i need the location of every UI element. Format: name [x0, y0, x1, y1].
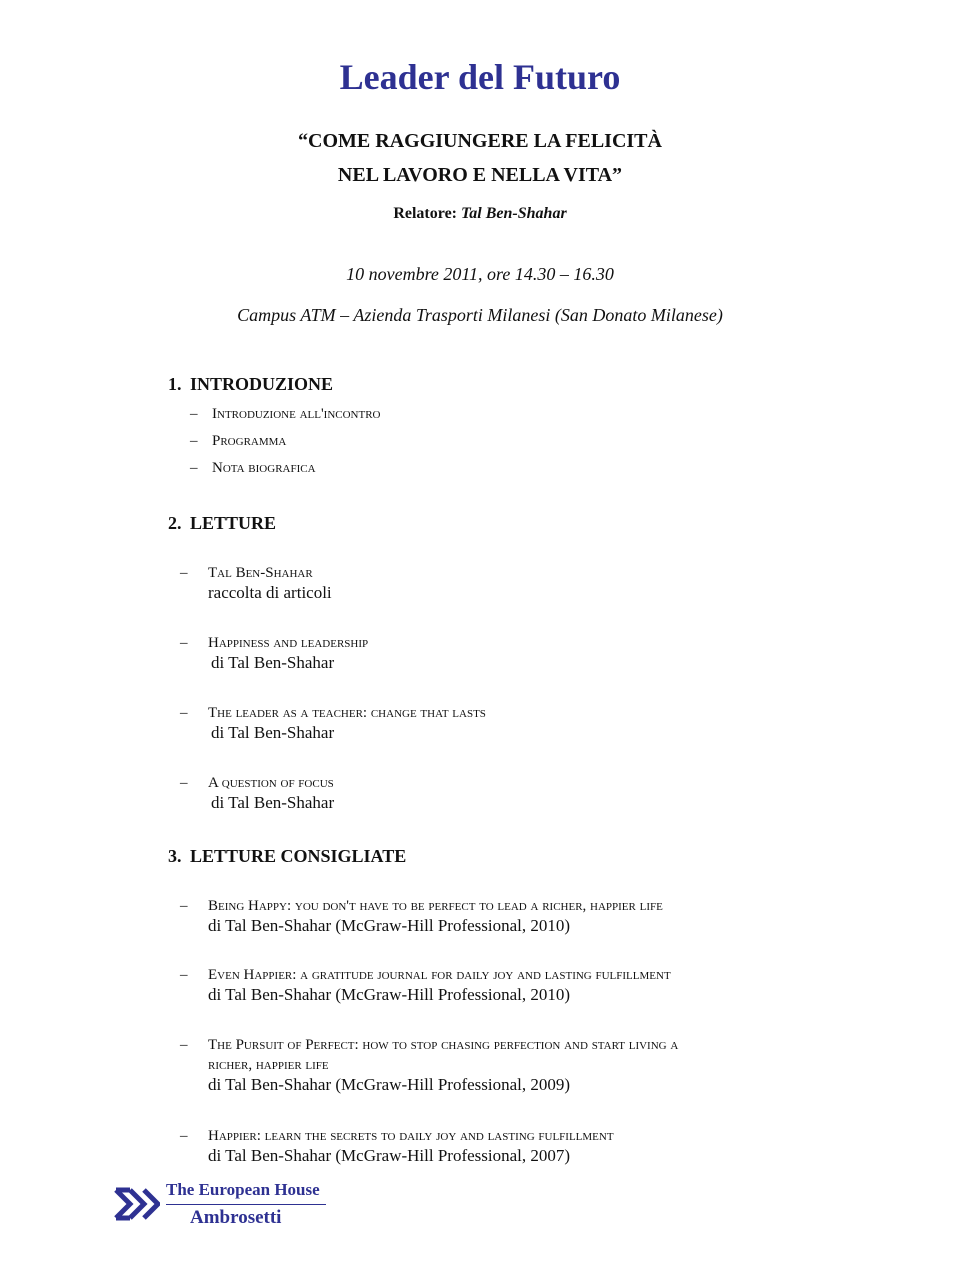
reading-title: – A question of focus: [180, 775, 334, 791]
book-entry: [180, 1035, 678, 1095]
section-title: LETTURE CONSIGLIATE: [190, 846, 407, 866]
book-title: – The Pursuit of Perfect: how to stop chasing perfection and start living a: [180, 1037, 679, 1053]
section-title: LETTURE: [190, 513, 277, 533]
reading-author: di Tal Ben-Shahar: [211, 653, 335, 672]
dash: –: [190, 406, 198, 422]
logo-divider: [166, 1204, 326, 1205]
reading-title: – Happiness and leadership: [180, 635, 369, 651]
section-title: INTRODUZIONE: [190, 374, 334, 394]
event-date: 10 novembre 2011, ore 14.30 – 16.30: [346, 264, 614, 284]
logo-text-line-1: The European House: [166, 1180, 320, 1199]
logo-text-line-2: Ambrosetti: [190, 1207, 282, 1228]
reading-title: – The leader as a teacher: change that lasts: [180, 705, 486, 721]
book-citation: di Tal Ben-Shahar (McGraw-Hill Professional, 2007): [208, 1146, 571, 1165]
list-item: [190, 460, 316, 477]
dash: –: [180, 775, 188, 791]
reading-entry: [180, 563, 332, 603]
reading-entry: [180, 703, 486, 743]
speaker-label: Relatore:: [393, 205, 457, 222]
reading-entry: [180, 773, 334, 813]
reading-author: di Tal Ben-Shahar: [211, 793, 335, 812]
dash: –: [180, 1128, 188, 1144]
dash: –: [180, 565, 188, 581]
section-number: 2.: [168, 513, 182, 533]
book-entry: [180, 896, 663, 936]
list-item-label: Nota biografica: [212, 460, 316, 476]
dash: –: [180, 1037, 188, 1053]
book-entry: [180, 1126, 614, 1166]
book-citation: di Tal Ben-Shahar (McGraw-Hill Professional, 2010): [208, 985, 571, 1004]
subtitle-line-2: NEL LAVORO E NELLA VITA”: [337, 164, 623, 186]
book-citation: di Tal Ben-Shahar (McGraw-Hill Professional, 2009): [208, 1075, 571, 1094]
company-logo: [110, 1180, 340, 1228]
list-item-label: Introduzione all'incontro: [212, 406, 381, 422]
reading-entry: [180, 633, 368, 673]
list-item: [190, 433, 286, 450]
dash: –: [180, 967, 188, 983]
section-number: 1.: [168, 374, 182, 394]
book-citation: di Tal Ben-Shahar (McGraw-Hill Professional, 2010): [208, 916, 571, 935]
section-heading-letture: [168, 513, 276, 534]
book-title: – Happier: learn the secrets to daily joy and lasting fulfillment: [180, 1128, 614, 1144]
book-title-continued: richer, happier life: [208, 1057, 329, 1073]
section-heading-introduzione: [168, 374, 333, 395]
reading-author: di Tal Ben-Shahar: [211, 723, 335, 742]
list-item: [190, 406, 380, 423]
book-title: – Being Happy: you don't have to be perfect to lead a richer, happier life: [180, 898, 663, 914]
dash: –: [180, 635, 188, 651]
section-heading-letture-consigliate: [168, 846, 406, 867]
dash: –: [180, 705, 188, 721]
speaker: [0, 205, 960, 223]
reading-title: – Tal Ben-Shahar: [180, 565, 313, 581]
subtitle-line-1: “COME RAGGIUNGERE LA FELICITÀ: [298, 130, 662, 152]
dash: –: [190, 433, 198, 449]
book-title: – Even Happier: a gratitude journal for daily joy and lasting fulfillment: [180, 967, 671, 983]
dash: –: [180, 898, 188, 914]
list-item-label: Programma: [212, 433, 287, 449]
dash: –: [190, 460, 198, 476]
event-place: Campus ATM – Azienda Trasporti Milanesi (San Donato Milanese): [237, 305, 723, 325]
reading-note: raccolta di articoli: [208, 583, 332, 602]
speaker-name: Tal Ben-Shahar: [461, 205, 567, 222]
book-entry: [180, 965, 671, 1005]
logo-mark-icon: [110, 1184, 160, 1224]
section-number: 3.: [168, 846, 182, 866]
document-title: Leader del Futuro: [339, 57, 621, 97]
